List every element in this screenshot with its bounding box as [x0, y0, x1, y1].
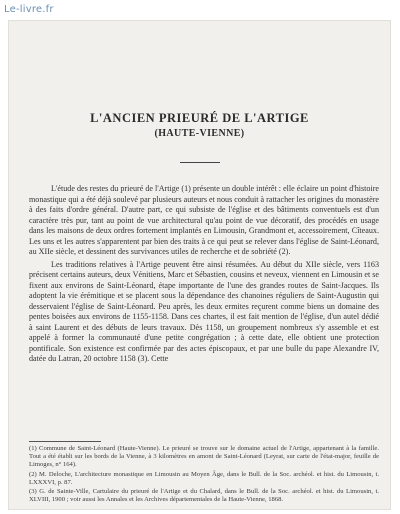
title-rule — [180, 162, 220, 163]
article-body — [29, 184, 379, 365]
footnote: (3) G. de Sainte-Ville, Cartulaire du prieuré de l'Artige et du Chalard, dans le Bull. de la Soc. archéol. et hist. du Limousin, t. XLVIII, 1900 ; voir aussi les Annales et les Archives départementales de la Haute-Vienne, 1868. — [29, 488, 379, 504]
footnotes — [29, 445, 379, 504]
paragraph: L'étude des restes du prieuré de l'Artige (1) présente un double intérêt : elle éclaire un point d'histoire monastique qui a été déjà soulevé par plusieurs auteurs et nous conduit à rattacher les origines du monastère à des faits d'ordre général. D'autre part, ce qui subsiste de l'église et des bâtiments conventuels est d'un caractère très pur, tant au point de vue architectural qu'au point de vue décoratif, des procédés en usage dans les maisons de deux ordres fortement implantés en Limousin, Grandmont et, accessoirement, Cîteaux. Les uns et les autres s'apparentent par bien des traits à ce qui peut se relever dans l'église de Saint-Léonard, au XIIe siècle, et dessinent des survivances utiles de recherche et de sobriété (2). — [29, 184, 379, 256]
site-logo[interactable]: Le-livre.fr — [4, 4, 54, 15]
footnote: (1) Commune de Saint-Léonard (Haute-Vienne). Le prieuré se trouve sur le domaine actuel de l'Artige, appartenant à la famille. Tout a été établi sur les bords de la Vienne, à 3 kilomètres en amont de Saint-Léonard (Leyrat, sur carte de l'état-major, feuille de Limoges, n° 164). — [29, 445, 379, 469]
article-subtitle: (HAUTE-VIENNE) — [154, 128, 245, 139]
footnote: (2) M. Deloche, L'architecture monastique en Limousin au Moyen Âge, dans le Bull. de la Soc. archéol. et hist. du Limousin, t. LXXXVI, p. 87. — [29, 470, 379, 486]
article-title: L'ANCIEN PRIEURÉ DE L'ARTIGE — [90, 111, 309, 125]
paragraph: Les traditions relatives à l'Artige peuvent être ainsi résumées. Au début du XIIe siècle, vers 1163 précisent certains auteurs, deux Vénitiens, Marc et Sébastien, cousins et neveux, viennent en Limousin et se fixent aux environs de Saint-Léonard, étape importante de l'une des grandes routes de Saint-Jacques. Ils adoptent la vie érémitique et se placent sous la dépendance des chanoines réguliers de Saint-Augustin qui desservaient l'église de Saint-Léonard. Peu après, les deux ermites reçurent comme biens un domaine des pentes boisées aux environs de 1155-1158. Dans ces chartes, il est fait mention de l'église, d'un autel dédié à saint Laurent et des débuts de leurs travaux. Dès 1158, un groupement nombreux s'y assemble et est appelé à former la communauté d'une petite congrégation ; à cette date, elle obtient une protection pontificale. Son existence est confirmée par des actes épiscopaux, et par une bulle du pape Alexandre IV, datée du Latran, 20 octobre 1158 (3). Cette — [29, 259, 379, 363]
footnote-separator — [29, 441, 101, 442]
document-page — [8, 20, 391, 510]
